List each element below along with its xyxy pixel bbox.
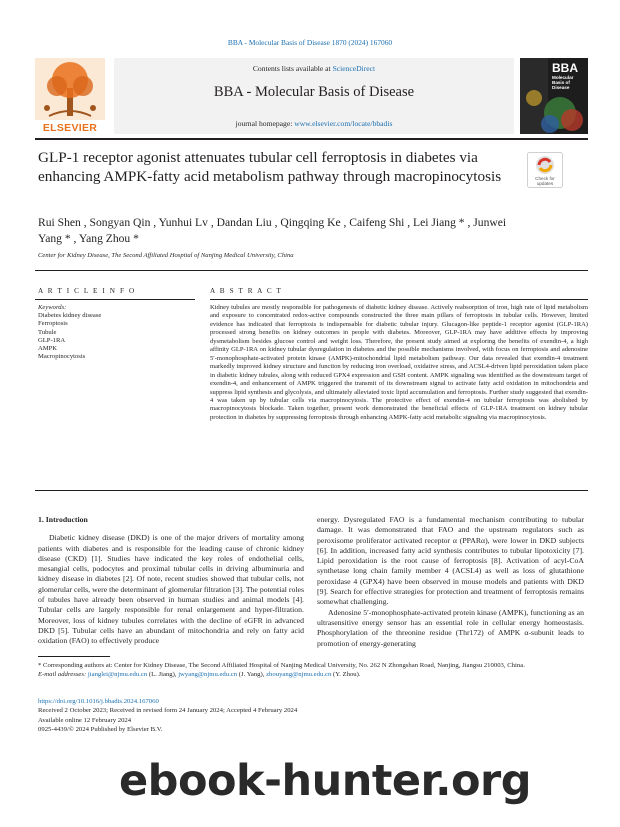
keyword-item: Diabetes kidney disease xyxy=(38,312,102,320)
email-label: E-mail addresses: xyxy=(38,670,87,678)
keyword-item: Tubule xyxy=(38,328,57,336)
body-column-right xyxy=(317,515,584,649)
journal-homepage-link[interactable]: www.elsevier.com/locate/bbadis xyxy=(294,119,393,128)
email-link[interactable]: jwyang@njmu.edu.cn xyxy=(178,670,238,678)
publication-info xyxy=(38,697,338,734)
publisher-wordmark: ELSEVIER xyxy=(42,122,98,134)
masthead-rule xyxy=(35,138,588,140)
body-column-left xyxy=(38,515,304,647)
journal-masthead xyxy=(35,58,588,134)
abstract-heading: A B S T R A C T xyxy=(210,287,283,295)
cover-subtitle: Molecular Basis of Disease xyxy=(552,75,574,90)
journal-cover-thumbnail[interactable] xyxy=(520,58,588,134)
body-paragraph: Diabetic kidney disease (DKD) is one of the major drivers of mortality among patients with diabetes and is responsible for the leading cause of chronic kidney disease (CKD) [1]. Studies have indicated the key roles of endothelial cells, mesangial cells, podocytes and proximal tubular cells in driving albuminuria and kidney disease in diabetes [2]. Of note, recent studies showed that tubular cells, not glomerular cells, were the determinant of glomerular filtration [3]. The potential roles of tubules have already been observed in human studies and animal models [4]. Tubular cells are largely responsible for renal enlargement and hyper-filtration. Moreover, loss of kidney tubules correlates with the decline of eGFR in advanced DKD [5]. Tubular cells have an abundant of mitochondria and rely on fatty acid oxidation (FAO) to effectively produce xyxy=(38,533,304,646)
contents-line xyxy=(114,64,514,73)
affiliation: Center for Kidney Disease, The Second Affiliated Hospital of Nanjing Medical University, China xyxy=(38,252,294,259)
email-owner: (J. Yang), xyxy=(238,670,265,678)
journal-title: BBA - Molecular Basis of Disease xyxy=(213,84,415,100)
corresponding-author-note: * Corresponding authors at: Center for Kidney Disease, The Second Affiliated Hospital of Nanjing Medical University, No. 262 N Zhongshan Road, Nanjing, Jiangsu 210003, China. xyxy=(38,662,525,669)
article-info-heading: A R T I C L E I N F O xyxy=(38,287,136,295)
keyword-item: Ferroptosis xyxy=(38,320,68,328)
elsevier-tree-icon xyxy=(35,58,105,120)
body-paragraph: Adenosine 5′-monophosphate-activated protein kinase (AMPK), functioning as an ultrasensitive energy sensor has an essential role in cellular energy homeostasis. Phosphorylation of the threonine residue (Thr172) of AMPK α-subunit leads to promotion of energy-generating xyxy=(317,607,584,648)
article-info-rule xyxy=(35,299,195,300)
author-list: Rui Shen , Songyan Qin , Yunhui Lv , Dandan Liu , Qingqing Ke , Caifeng Shi , Lei Jiang * , Junwei Yang * , Yang Zhou * xyxy=(38,216,507,245)
article-title: GLP-1 receptor agonist attenuates tubular cell ferroptosis in diabetes via enhancing AMPK-fatty acid metabolism pathway through macropinocytosis xyxy=(38,149,502,185)
keywords-block xyxy=(38,304,188,361)
received-dates: Received 2 October 2023; Received in revised form 24 January 2024; Accepted 4 February 2024 xyxy=(38,707,298,715)
running-head[interactable]: BBA - Molecular Basis of Disease 1870 (2024) 167060 xyxy=(227,38,393,47)
elsevier-logo[interactable] xyxy=(35,58,105,134)
check-for-updates-button[interactable] xyxy=(527,152,563,188)
cover-title: BBA xyxy=(552,61,578,75)
abstract-bottom-rule xyxy=(35,490,588,491)
keywords-label: Keywords: xyxy=(38,304,67,311)
footnote-rule xyxy=(38,656,110,657)
contents-prefix: Contents lists available at xyxy=(252,64,331,73)
abstract-rule xyxy=(210,299,588,300)
affiliation-rule xyxy=(35,270,588,271)
body-paragraph: energy. Dysregulated FAO is a fundamental mechanism contributing to tubular damage. It was demonstrated that FAO and the upstream regulators such as peroxisome proliferator activated receptor α (PPARα), were lower in DKD subjects [6]. In addition, increased fatty acid synthesis contributes to tubular lipotoxicity [7]. Lipid peroxidation is the root cause of ferroptosis [8]. Activation of acyl-CoA synthetase long chain family member 4 (ACSL4) as well as loss of glutathione peroxidase 4 (GPX4) have been observed in mouse models and patients with DKD [9]. Search for effective strategies for protection and treatment of ferroptosis remains somewhat challenging. xyxy=(317,515,584,607)
introduction-heading: 1. Introduction xyxy=(38,515,88,524)
keyword-item: GLP-1RA xyxy=(38,336,66,344)
available-online: Available online 12 February 2024 xyxy=(38,716,132,724)
email-link[interactable]: jianglei@njmu.edu.cn xyxy=(87,670,148,678)
footnotes xyxy=(38,662,588,680)
email-link[interactable]: zhouyang@njmu.edu.cn xyxy=(266,670,332,678)
abstract-text: Kidney tubules are mostly responsible for pathogenesis of diabetic kidney disease. Actively reabsorption of iron, high rate of lipid metabolism and exposure to concentrated redox-active compounds constructed the three main pillars of ferroptosis in tubular cells. However, limited evidence has indicated that ferroptosis is indispensable for diabetic tubular injury. Glucagon-like peptide-1 receptor agonist (GLP-1RA) processed strong benefits on kidney outcomes in people with diabetes. Moreover, GLP-1RA may have additive effects by improving dysmetabolism besides glucose control and weight loss. Therefore, the present study aimed at exploring the benefits of exendin-4, a high affinity GLP-1RA on kidney tubular dysregulation in diabetes and the possible mechanisms involved, with focus on ferroptosis and adenosine 5′-monophosphate-activated protein kinase (AMPK)-mitochondrial lipid metabolism pathway. Our data revealed that exendin-4 treatment markedly improved kidney structure and function by reducing iron overload, oxidative stress, and ACSL4-driven lipid peroxidation taken place in diabetic kidney tubules, along with reduced GPX4 expression and GSH content. AMPK signaling was identified as the downstream target of exendin-4, and enhancement of AMPK triggered the transmit of its downstream signal to activate fatty acid oxidation in mitochondria and suppress lipid synthesis and glycolysis, and ultimately alleviated toxic lipid accumulation and ferroptosis. Further study suggested that exendin-4 was taken up by tubular cells via macropinocytosis. The protective effect of exendin-4 on tubular ferroptosis was abolished by macropinocytosis blockade. Taken together, present work demonstrated the beneficial effects of GLP-1RA treatment on kidney tubular protection in diabetes by suppressing ferroptosis through enhancing AMPK-fatty acid metabolic signaling via macropinocytosis. xyxy=(210,304,588,421)
sciencedirect-link[interactable]: ScienceDirect xyxy=(332,64,376,73)
journal-info-box xyxy=(114,58,514,134)
email-owner: (Y. Zhou). xyxy=(332,670,361,678)
check-for-updates-label: Check for updates xyxy=(535,176,555,186)
homepage-prefix: journal homepage: xyxy=(235,119,293,128)
email-line xyxy=(38,671,588,680)
homepage-line xyxy=(114,119,514,128)
doi-link[interactable]: https://doi.org/10.1016/j.bbadis.2024.167060 xyxy=(38,698,159,705)
email-owner: (L. Jiang), xyxy=(148,670,177,678)
keyword-item: AMPK xyxy=(38,345,58,353)
keyword-item: Macropinocytosis xyxy=(38,353,86,361)
watermark: ebook-hunter.org xyxy=(119,756,531,806)
issn-copyright: 0925-4439/© 2024 Published by Elsevier B.V. xyxy=(38,725,163,733)
